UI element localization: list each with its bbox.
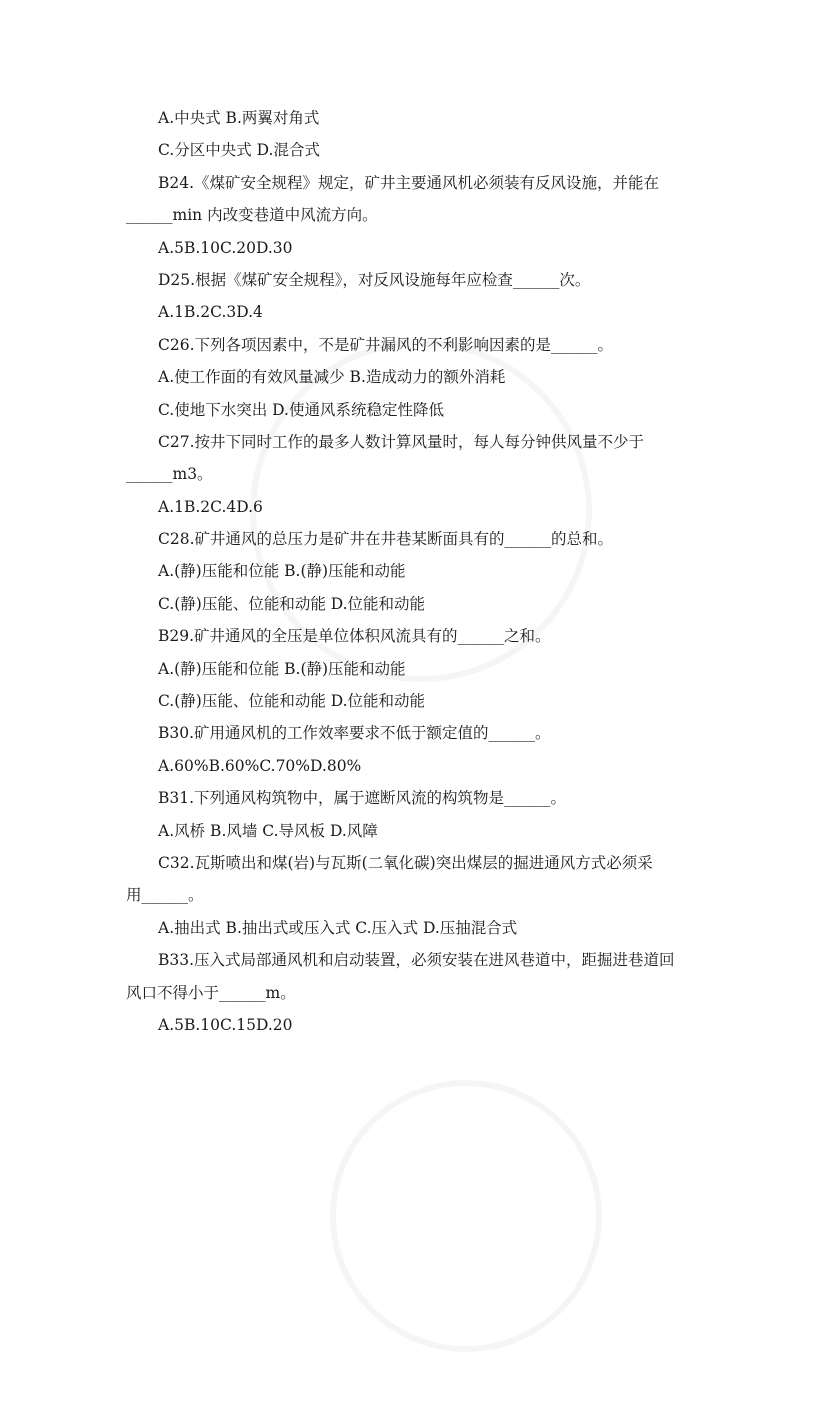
option-line: C.(静)压能、位能和动能 D.位能和动能 (158, 594, 426, 613)
option-line: A.60%B.60%C.70%D.80% (158, 756, 362, 775)
option-line: A.1B.2C.3D.4 (158, 303, 263, 322)
question-line: B33.压入式局部通风机和启动装置，必须安装在进风巷道中，距掘进巷道回 (158, 951, 675, 970)
option-line: A.抽出式 B.抽出式或压入式 C.压入式 D.压抽混合式 (158, 918, 518, 937)
option-line: C.分区中央式 D.混合式 (158, 141, 320, 160)
question-line: B31.下列通风构筑物中，属于遮断风流的构筑物是______。 (158, 789, 567, 808)
question-continuation: 用______。 (126, 886, 204, 905)
option-line: A.(静)压能和位能 B.(静)压能和动能 (158, 659, 406, 678)
question-line: D25.根据《煤矿安全规程》，对反风设施每年应检查______次。 (158, 270, 591, 289)
option-line: C.(静)压能、位能和动能 D.位能和动能 (158, 692, 426, 711)
option-line: A.使工作面的有效风量减少 B.造成动力的额外消耗 (158, 368, 506, 387)
question-line: C28.矿井通风的总压力是矿井在井巷某断面具有的______的总和。 (158, 530, 614, 549)
watermark-seal (277, 1027, 656, 1405)
option-line: C.使地下水突出 D.使通风系统稳定性降低 (158, 400, 444, 419)
question-line: B29.矿井通风的全压是单位体积风流具有的______之和。 (158, 627, 551, 646)
question-line: C32.瓦斯喷出和煤(岩)与瓦斯(二氧化碳)突出煤层的掘进通风方式必须采 (158, 853, 653, 872)
question-line: C26.下列各项因素中，不是矿井漏风的不利影响因素的是______。 (158, 335, 614, 354)
option-line: A.5B.10C.20D.30 (158, 238, 293, 257)
option-line: A.5B.10C.15D.20 (158, 1015, 293, 1034)
question-continuation: ______m3。 (126, 465, 213, 484)
option-line: A.1B.2C.4D.6 (158, 497, 263, 516)
option-line: A.风桥 B.风墙 C.导风板 D.风障 (158, 821, 378, 840)
question-continuation: 风口不得小于______m。 (126, 983, 296, 1002)
question-continuation: ______min 内改变巷道中风流方向。 (126, 206, 378, 225)
question-line: B24.《煤矿安全规程》规定，矿井主要通风机必须装有反风设施，并能在 (158, 173, 660, 192)
option-line: A.(静)压能和位能 B.(静)压能和动能 (158, 562, 406, 581)
question-line: C27.按井下同时工作的最多人数计算风量时，每人每分钟供风量不少于 (158, 432, 645, 451)
option-line: A.中央式 B.两翼对角式 (158, 109, 320, 127)
question-line: B30.矿用通风机的工作效率要求不低于额定值的______。 (158, 724, 551, 743)
question-list (126, 102, 711, 1041)
